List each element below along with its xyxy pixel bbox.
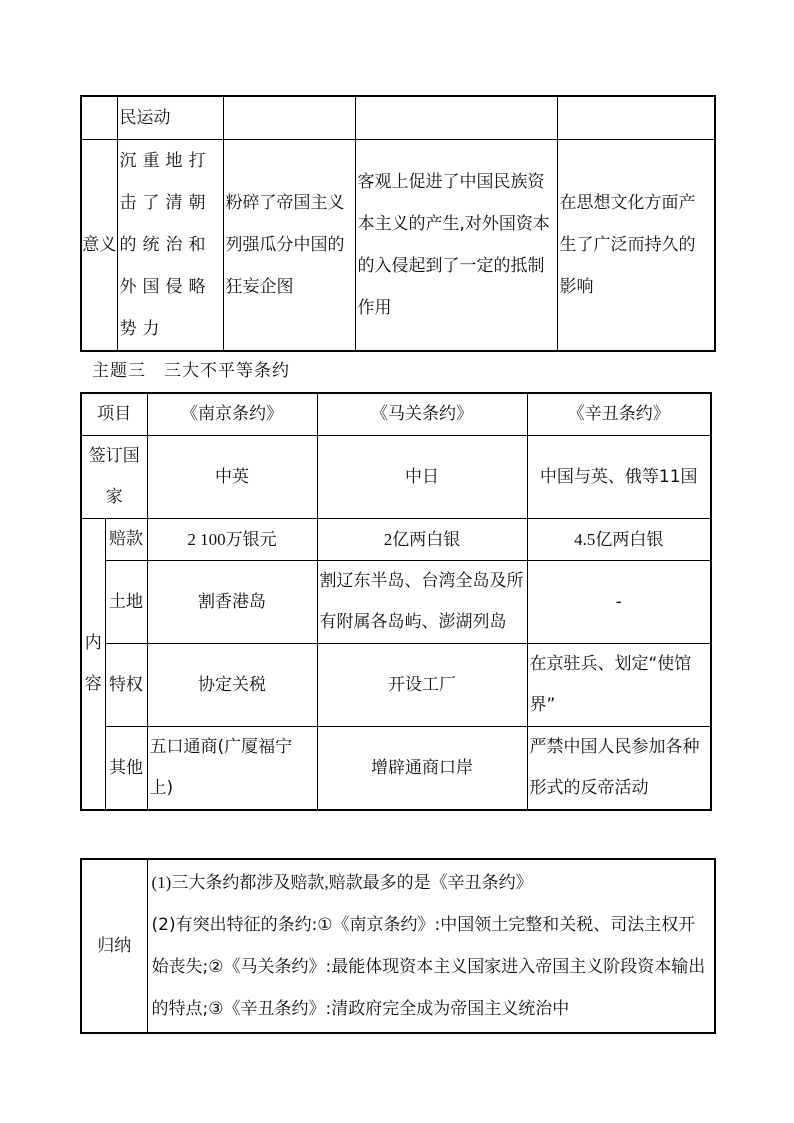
table-cell: 中国与英、俄等11国 (527, 436, 711, 519)
table-cell: 中日 (317, 436, 527, 519)
table-cell: 在京驻兵、划定“使馆界” (527, 644, 711, 727)
table-row (81, 859, 715, 1033)
table-cell: 割香港岛 (147, 561, 317, 644)
header-maguan: 《马关条约》 (317, 393, 527, 436)
section-title: 主题三 三大不平等条约 (92, 361, 290, 381)
table-treaties (80, 392, 712, 811)
header-nanjing: 《南京条约》 (147, 393, 317, 436)
table-cell: 中英 (147, 436, 317, 519)
table-row (81, 644, 711, 727)
summary-content (147, 859, 715, 1033)
table-row (81, 561, 711, 644)
table-cell: 4.5亿两白银 (527, 519, 711, 561)
row-label-sign: 签订国家 (81, 436, 147, 519)
row-label-land: 土地 (105, 561, 147, 644)
table-cell: 2亿两白银 (317, 519, 527, 561)
table-cell (355, 96, 557, 140)
table-cell (223, 96, 355, 140)
row-label-meaning: 意义 (81, 140, 117, 352)
table-row (81, 727, 711, 811)
table-cell: 五口通商(广厦福宁上) (147, 727, 317, 811)
row-label-indemnity: 赔款 (105, 519, 147, 561)
table-cell: 协定关税 (147, 644, 317, 727)
table-summary (80, 858, 716, 1034)
row-label-privilege: 特权 (105, 644, 147, 727)
table-cell: 在思想文化方面产生了广泛而持久的影响 (557, 140, 715, 352)
row-label-summary: 归纳 (81, 859, 147, 1033)
table-cell (557, 96, 715, 140)
row-label-content: 内容 (81, 519, 105, 811)
table-cell: 开设工厂 (317, 644, 527, 727)
table-cell: 沉重地打击了清朝的统治和外国侵略势力 (117, 140, 223, 352)
row-label-other: 其他 (105, 727, 147, 811)
table-movements-meaning (80, 95, 716, 352)
table-cell: 割辽东半岛、台湾全岛及所有附属各岛屿、澎湖列岛 (317, 561, 527, 644)
table-cell: - (527, 561, 711, 644)
header-item: 项目 (81, 393, 147, 436)
table-cell: 客观上促进了中国民族资本主义的产生,对外国资本的入侵起到了一定的抵制作用 (355, 140, 557, 352)
table-cell: 民运动 (117, 96, 223, 140)
summary-line-1: (1)三大条约都涉及赔款,赔款最多的是《辛丑条约》 (151, 873, 533, 892)
table-row (81, 519, 711, 561)
table-row (81, 393, 711, 436)
table-cell (81, 96, 117, 140)
header-xinchou: 《辛丑条约》 (527, 393, 711, 436)
summary-line-2: (2)有突出特征的条约:①《南京条约》:中国领土完整和关税、司法主权开始丧失;②《马关条约》:最能体现资本主义国家进入帝国主义阶段资本输出的特点;③《辛丑条约》:清政府完全成为帝国主义统治中 (151, 915, 706, 1019)
table-row (81, 96, 715, 140)
table-cell: 2 100万银元 (147, 519, 317, 561)
table-cell: 增辟通商口岸 (317, 727, 527, 811)
table-cell: 严禁中国人民参加各种形式的反帝活动 (527, 727, 711, 811)
table-row (81, 140, 715, 352)
table-row (81, 436, 711, 519)
table-cell: 粉碎了帝国主义列强瓜分中国的狂妄企图 (223, 140, 355, 352)
